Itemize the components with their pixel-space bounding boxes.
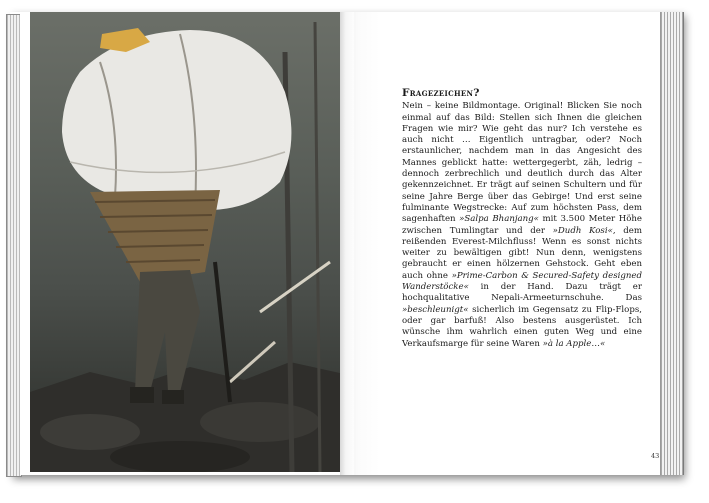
- section-heading: Fragezeichen?: [402, 87, 480, 99]
- italic-span: »Salpa Bhanjang«: [459, 214, 539, 225]
- porter-carrying-huge-load-icon: [30, 12, 342, 472]
- italic-span: »Prime-Carbon & Secured-Safety designed Wanderstöcke«: [402, 270, 642, 293]
- italic-span: »à la Apple…«: [542, 338, 606, 349]
- text-span: mit 3.500 Meter Höhe zwischen Tumlingtar und der: [402, 214, 642, 236]
- body-paragraph: [402, 101, 642, 350]
- text-span: Nein – keine Bildmontage. Original! Blicken Sie noch einmal auf das Bild: Stellen sich Ihnen die gleichen Fragen wie mir? Wie geht das nur? Ich verstehe es auch nicht … Eigentlich untragbar, oder? Noch erstaunlicher, nachdem man in das Angesicht des Mannes geblickt hatte: wettergegerbt, zäh, ledrig – dennoch zerbrechlich und deutlich durch das Alter gekennzeichnet. Er trägt auf seinen Schultern und für seine Jahre Berge über das Gebirge! Und erst seine fulminante Wegstrecke: Auf zum höchsten Pass, dem sagenhaften: [402, 101, 642, 225]
- page-number: 43: [651, 452, 660, 460]
- italic-span: »Dudh Kosi«: [552, 225, 613, 236]
- book-gutter: [340, 12, 354, 475]
- porter-photo: [30, 12, 342, 472]
- article-text: [402, 88, 642, 350]
- text-span: , dem reißenden Everest-Milchfluss! Wenn es sonst nichts weiter zu bewältigen gibt! Nun denn, wenigstens gebraucht er einen hölzernen Gehstock. Geht eben auch ohne: [402, 225, 642, 281]
- right-page: [340, 12, 668, 475]
- italic-span: »beschleunigt«: [402, 304, 469, 315]
- right-page-edges: [660, 12, 684, 475]
- text-span: sicherlich im Gegensatz zu Flip-Flops, oder gar barfuß! Also bestens ausgerüstet. Ich wünsche ihm wahrlich einen guten Weg und eine Verkaufsmarge für seine Waren: [402, 304, 642, 349]
- left-page: [20, 12, 342, 475]
- open-book: [10, 12, 682, 475]
- text-span: in der Hand. Dazu trägt er hochqualitative Nepali-Armeeturnschuhe. Das: [402, 282, 642, 304]
